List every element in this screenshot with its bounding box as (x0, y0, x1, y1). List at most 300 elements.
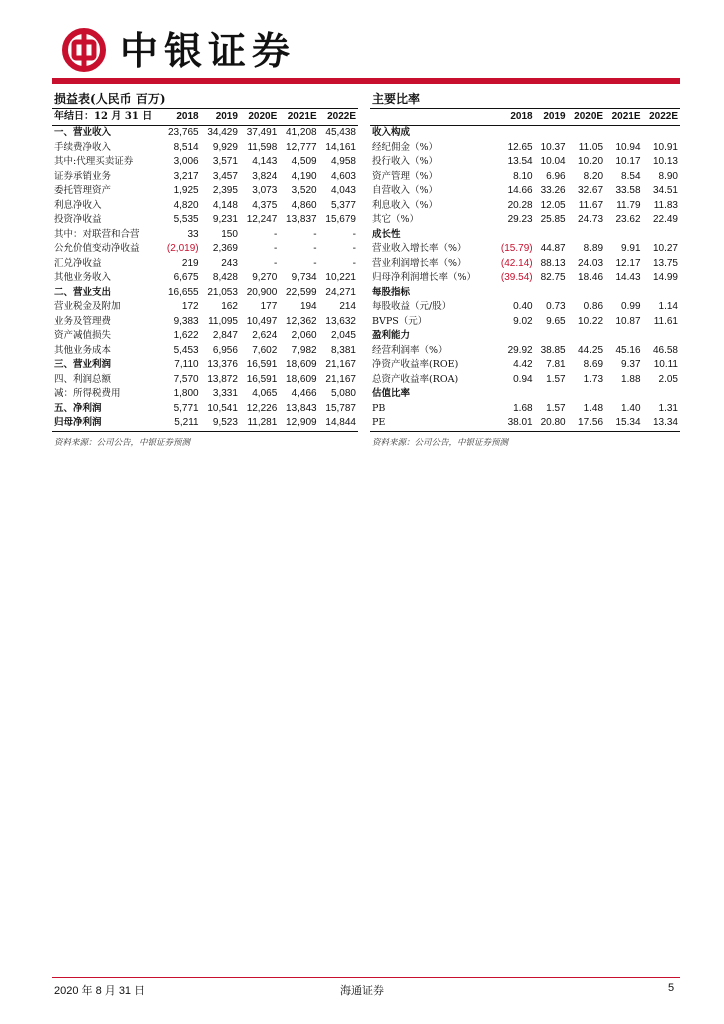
row-value: 16,591 (246, 359, 278, 370)
row-label: 投资净收益 (54, 214, 102, 225)
table-row (370, 315, 680, 330)
row-value: 13.34 (643, 416, 680, 431)
row-value (494, 228, 535, 243)
footer-divider (52, 977, 680, 978)
table-header-year: 2022E (643, 109, 680, 126)
row-label: 经纪佣金（%） (372, 141, 439, 153)
row-value: 11.79 (616, 199, 641, 211)
row-value: 4,509 (291, 156, 317, 167)
row-label: 证券承销业务 (54, 170, 112, 182)
row-value: 33.26 (540, 185, 566, 196)
row-value: 46.58 (652, 344, 678, 356)
key-ratios-panel (370, 90, 680, 448)
row-value: 11.61 (653, 315, 678, 327)
row-value: - (352, 243, 356, 254)
row-value: 8,428 (212, 272, 238, 283)
row-label: PB (372, 402, 386, 414)
income-statement-table (52, 109, 358, 432)
row-value: 6,675 (173, 272, 199, 283)
row-value: (15.79) (500, 243, 533, 254)
row-value: 5,377 (330, 199, 356, 211)
table-row (52, 228, 358, 243)
row-value: 21,167 (325, 359, 356, 370)
row-value: 9,734 (291, 272, 317, 283)
row-value: - (313, 228, 317, 240)
row-value: 2,045 (330, 330, 356, 341)
row-value: 3,006 (173, 156, 199, 167)
row-value: 10.94 (615, 141, 641, 153)
row-value: 4,043 (330, 185, 356, 196)
row-value: 10.91 (652, 141, 678, 153)
row-value: 16,655 (168, 286, 199, 298)
row-value: 4,860 (291, 199, 317, 211)
row-label: 每股收益（元/股） (372, 301, 452, 312)
row-value: 1.40 (621, 402, 641, 414)
income-statement-panel (52, 90, 358, 448)
key-ratios-source: 资料来源：公司公告，中银证券预测 (372, 437, 509, 448)
row-value: 5,080 (330, 388, 356, 399)
row-value: 3,073 (252, 185, 278, 196)
table-header-year: 2019 (535, 109, 568, 126)
row-value: 10.04 (540, 156, 566, 167)
row-value: (39.54) (500, 272, 533, 283)
row-value: 33 (187, 228, 199, 240)
row-value: 9.91 (621, 243, 641, 254)
row-value: - (352, 257, 356, 269)
row-value: 13,872 (207, 373, 238, 385)
row-label: 其他业务收入 (54, 272, 112, 283)
row-value: 8.90 (658, 170, 678, 182)
table-row (52, 271, 358, 286)
row-value: 2,395 (212, 185, 238, 196)
table-row (370, 271, 680, 286)
row-value: 37,491 (246, 127, 278, 138)
row-label: 经营利润率（%） (372, 344, 448, 356)
row-value (643, 126, 680, 141)
row-value: 8.54 (621, 170, 641, 182)
row-value: 20.80 (535, 416, 568, 431)
row-value: 9,270 (252, 272, 278, 283)
row-value (494, 126, 535, 141)
table-row (52, 344, 358, 359)
row-label: 归母净利润 (52, 416, 160, 431)
table-row (370, 344, 680, 359)
row-label: 总资产收益率(ROA) (372, 373, 459, 385)
table-row (370, 170, 680, 185)
row-value: 11,095 (208, 315, 238, 327)
row-value (605, 286, 642, 301)
row-value: 5,771 (173, 402, 199, 414)
row-value: - (273, 228, 278, 240)
row-value: - (273, 257, 278, 269)
row-value: 44.87 (540, 243, 566, 254)
row-value: 10.17 (615, 156, 641, 167)
row-value: 1,925 (173, 185, 199, 196)
row-value (568, 286, 605, 301)
row-value: 2,847 (212, 330, 238, 341)
row-value (643, 329, 680, 344)
row-label: 二、营业支出 (54, 286, 112, 298)
row-value: 9,383 (173, 315, 199, 327)
row-label: PE (370, 416, 494, 431)
row-value: 24.73 (578, 214, 604, 225)
row-value: 32.67 (578, 185, 604, 196)
table-row (370, 373, 680, 388)
row-value: 12,247 (246, 214, 278, 225)
row-value: 8.69 (583, 359, 604, 370)
table-row (370, 126, 680, 141)
row-label: 四、利润总额 (54, 373, 112, 385)
table-row (370, 199, 680, 214)
row-label: 五、净利润 (54, 402, 102, 414)
row-value: 4,065 (252, 388, 278, 399)
row-label: 自营收入（%） (372, 185, 439, 196)
row-label: 营业收入增长率（%） (372, 243, 467, 254)
row-value: 38.01 (494, 416, 535, 431)
row-value: 23,765 (168, 127, 199, 138)
row-value: 11.05 (578, 141, 604, 153)
row-value: (42.14) (500, 257, 533, 269)
row-value: 10,497 (246, 315, 278, 327)
row-value: 9,523 (201, 416, 240, 431)
row-value: 8,514 (173, 141, 199, 153)
table-header-year: 2018 (160, 109, 201, 126)
table-row (52, 184, 358, 199)
page-header (52, 24, 680, 82)
table-row (52, 242, 358, 257)
row-value: 2,624 (252, 330, 278, 341)
table-row (52, 416, 358, 431)
row-value: 10.11 (653, 359, 678, 370)
bank-of-china-logo-icon (62, 28, 106, 72)
row-value: 22.49 (652, 214, 678, 225)
row-label: 资产减值损失 (54, 330, 112, 341)
row-value (494, 286, 535, 301)
row-value: 45.16 (615, 344, 641, 356)
row-label: 其它（%） (372, 214, 420, 225)
row-value: 18.46 (578, 272, 604, 283)
row-label: 三、营业利润 (54, 359, 112, 370)
row-value: 8,381 (330, 344, 356, 356)
row-value: 18,609 (286, 359, 317, 370)
row-label: 利息收入（%） (372, 199, 439, 211)
table-row (370, 329, 680, 344)
row-value: 13,376 (207, 359, 238, 370)
row-value: 13,843 (286, 402, 317, 414)
table-row (52, 315, 358, 330)
row-value: - (313, 257, 317, 269)
row-value: 1,622 (173, 330, 199, 341)
row-label: 盈利能力 (372, 330, 411, 341)
row-value: 1.57 (546, 373, 566, 385)
row-value: 13.75 (652, 257, 678, 269)
row-value: 4,143 (252, 156, 278, 167)
row-value: 9.02 (513, 315, 533, 327)
row-label: 其中：对联营和合营 (54, 228, 140, 240)
row-value: 12.65 (507, 141, 533, 153)
row-value: 11.67 (578, 199, 604, 211)
row-value (568, 126, 605, 141)
table-row (370, 213, 680, 228)
row-value (494, 329, 535, 344)
row-value: 12,777 (286, 141, 317, 153)
row-value: 4,958 (330, 156, 356, 167)
table-header-year: 2018 (494, 109, 535, 126)
row-value: 1.31 (658, 402, 678, 414)
table-row (52, 402, 358, 417)
row-value: 3,217 (173, 170, 199, 182)
table-row (370, 242, 680, 257)
table-row (52, 213, 358, 228)
row-value: 12,362 (286, 315, 317, 327)
row-value: 22,599 (286, 286, 317, 298)
table-row (52, 155, 358, 170)
table-row (370, 257, 680, 272)
row-value: 29.92 (507, 344, 533, 356)
row-value: 14.43 (615, 272, 641, 283)
row-value (568, 228, 605, 243)
row-value: 11,281 (240, 416, 279, 431)
row-value: 9.37 (621, 359, 641, 370)
row-value: 12.05 (540, 199, 566, 211)
row-value (568, 387, 605, 402)
key-ratios-title: 主要比率 (370, 90, 680, 109)
table-row (370, 286, 680, 301)
row-value: 3,824 (252, 170, 278, 182)
row-value: 12.17 (615, 257, 641, 269)
row-value: (2,019) (166, 243, 199, 254)
table-row (52, 199, 358, 214)
row-label: 资产管理（%） (372, 170, 439, 182)
row-value: 1.57 (546, 402, 566, 414)
row-value: 0.86 (583, 301, 604, 312)
row-value: 4,820 (173, 199, 199, 211)
row-value (568, 329, 605, 344)
row-value: 177 (260, 301, 278, 312)
row-label: BVPS（元） (372, 315, 428, 327)
row-value: 1.88 (621, 373, 641, 385)
row-value: 162 (221, 301, 238, 312)
row-value (535, 228, 568, 243)
row-value: - (313, 243, 317, 254)
row-value: 4.42 (513, 359, 533, 370)
row-value (643, 228, 680, 243)
table-row (370, 358, 680, 373)
row-value: 23.62 (615, 214, 641, 225)
row-label: 投行收入（%） (372, 156, 439, 167)
table-row (52, 141, 358, 156)
row-value: 1.14 (658, 301, 678, 312)
table-row (52, 387, 358, 402)
row-value (605, 228, 642, 243)
table-header-year: 2021E (605, 109, 642, 126)
row-value: 5,211 (160, 416, 201, 431)
row-value: 4,375 (252, 199, 278, 211)
row-value: 8.10 (513, 170, 533, 182)
row-value: 0.40 (513, 301, 533, 312)
row-label: 其中:代理买卖证券 (54, 156, 134, 167)
row-value: 214 (339, 301, 356, 312)
row-value: 3,571 (212, 156, 238, 167)
table-header-year: 2020E (240, 109, 279, 126)
row-value: 0.73 (546, 301, 566, 312)
row-value: 14.99 (652, 272, 678, 283)
row-value (643, 387, 680, 402)
row-value: 13,632 (325, 315, 356, 327)
table-row (52, 373, 358, 388)
row-value (535, 387, 568, 402)
row-value: 11,598 (247, 141, 278, 153)
row-value: 1,800 (173, 388, 199, 399)
brand-name: 中银证券 (120, 28, 297, 73)
row-value: 10.27 (652, 243, 678, 254)
table-row (370, 416, 680, 431)
row-value (605, 126, 642, 141)
row-label: 一、营业收入 (54, 127, 112, 138)
row-value: 5,453 (173, 344, 199, 356)
row-value: 9,929 (212, 141, 238, 153)
table-header-year: 2022E (319, 109, 358, 126)
row-value: 10.20 (578, 156, 604, 167)
row-label: 估值比率 (372, 388, 411, 399)
row-value: 16,591 (246, 373, 278, 385)
row-value: 9,231 (212, 214, 238, 225)
row-value: 2,369 (212, 243, 238, 254)
income-statement-source: 资料来源：公司公告，中银证券预测 (54, 437, 191, 448)
row-value: 219 (181, 257, 199, 269)
row-value: 34.51 (652, 185, 678, 196)
row-value: 38.85 (540, 344, 566, 356)
table-header-label (370, 109, 494, 126)
row-value: 10,221 (325, 272, 356, 283)
table-header-year: 2021E (279, 109, 318, 126)
table-row (370, 387, 680, 402)
row-value: 150 (221, 228, 238, 240)
row-value: 41,208 (286, 127, 317, 138)
row-value: 7.81 (546, 359, 566, 370)
row-value: 4,148 (212, 199, 238, 211)
row-value: 14,161 (325, 141, 356, 153)
row-value: 6.96 (546, 170, 566, 182)
row-value: 13.54 (507, 156, 533, 167)
row-value (535, 329, 568, 344)
row-value: 34,429 (207, 127, 238, 138)
page-number: 5 (668, 982, 675, 994)
row-value: 17.56 (568, 416, 605, 431)
header-divider (52, 78, 680, 84)
row-value: 12,226 (246, 402, 278, 414)
row-value: 4,603 (330, 170, 356, 182)
table-row (52, 126, 358, 141)
row-value (605, 329, 642, 344)
row-value: 2.05 (658, 373, 678, 385)
row-value: 7,570 (173, 373, 199, 385)
table-row (52, 300, 358, 315)
row-value: 20,900 (246, 286, 278, 298)
table-header-year: 2020E (568, 109, 605, 126)
row-value: 3,457 (212, 170, 238, 182)
row-label: 业务及管理费 (54, 315, 112, 327)
row-value: - (273, 243, 278, 254)
row-value: 20.28 (507, 199, 533, 211)
row-value: 3,331 (212, 388, 238, 399)
row-value: 10.22 (578, 315, 604, 327)
row-value: 0.99 (621, 301, 641, 312)
table-header-label: 年结日：12 月 31 日 (52, 109, 160, 126)
row-value: 8.20 (583, 170, 604, 182)
footer-date: 2020 年 8 月 31 日 (54, 985, 146, 997)
row-value: 5,535 (173, 214, 199, 225)
row-value: 6,956 (212, 344, 238, 356)
row-value: 10,541 (207, 402, 238, 414)
row-value: 82.75 (540, 272, 566, 283)
row-label: 委托管理资产 (54, 185, 112, 196)
row-value: 24.03 (578, 257, 604, 269)
row-value: 3,520 (291, 185, 317, 196)
row-value: 33.58 (615, 185, 641, 196)
row-value: 14,844 (319, 416, 358, 431)
row-value: 194 (299, 301, 317, 312)
row-label: 归母净利润增长率（%） (372, 272, 477, 283)
table-row (52, 329, 358, 344)
row-value: 243 (221, 257, 238, 269)
row-value: 18,609 (286, 373, 317, 385)
row-value: 15,679 (325, 214, 356, 225)
row-value: 10.37 (540, 141, 566, 153)
row-label: 利息净收入 (54, 199, 102, 211)
row-value (535, 286, 568, 301)
row-value: 15,787 (325, 402, 356, 414)
row-value: 12,909 (279, 416, 318, 431)
row-value: 2,060 (291, 330, 317, 341)
row-value: 14.66 (507, 185, 533, 196)
row-label: 营业税金及附加 (54, 301, 121, 312)
row-label: 成长性 (372, 228, 401, 240)
row-value: 88.13 (540, 257, 566, 269)
row-value: 0.94 (513, 373, 533, 385)
row-label: 公允价值变动净收益 (54, 243, 140, 254)
row-label: 手续费净收入 (54, 141, 112, 153)
row-value: 4,190 (291, 170, 317, 182)
row-label: 净资产收益率(ROE) (372, 359, 459, 370)
row-label: 每股指标 (372, 286, 411, 298)
row-label: 减：所得税费用 (54, 388, 121, 399)
row-value: 4,466 (291, 388, 317, 399)
row-value: 10.13 (652, 156, 678, 167)
table-row (52, 286, 358, 301)
row-value (494, 387, 535, 402)
row-value (605, 387, 642, 402)
row-value: 9.65 (546, 315, 566, 327)
row-value: 21,053 (207, 286, 238, 298)
table-row (370, 402, 680, 417)
row-value: 21,167 (325, 373, 356, 385)
row-value: 25.85 (540, 214, 566, 225)
table-row (52, 358, 358, 373)
row-value: 15.34 (605, 416, 642, 431)
table-row (52, 170, 358, 185)
row-value: 1.48 (583, 402, 604, 414)
footer-publisher: 海通证券 (340, 984, 384, 997)
row-label: 其他业务成本 (54, 344, 112, 356)
row-value: 1.68 (513, 402, 533, 414)
table-header-year: 2019 (201, 109, 240, 126)
table-row (370, 228, 680, 243)
row-value: 44.25 (578, 344, 604, 356)
row-value: 24,271 (325, 286, 356, 298)
row-label: 收入构成 (372, 127, 411, 138)
row-value: 172 (181, 301, 199, 312)
